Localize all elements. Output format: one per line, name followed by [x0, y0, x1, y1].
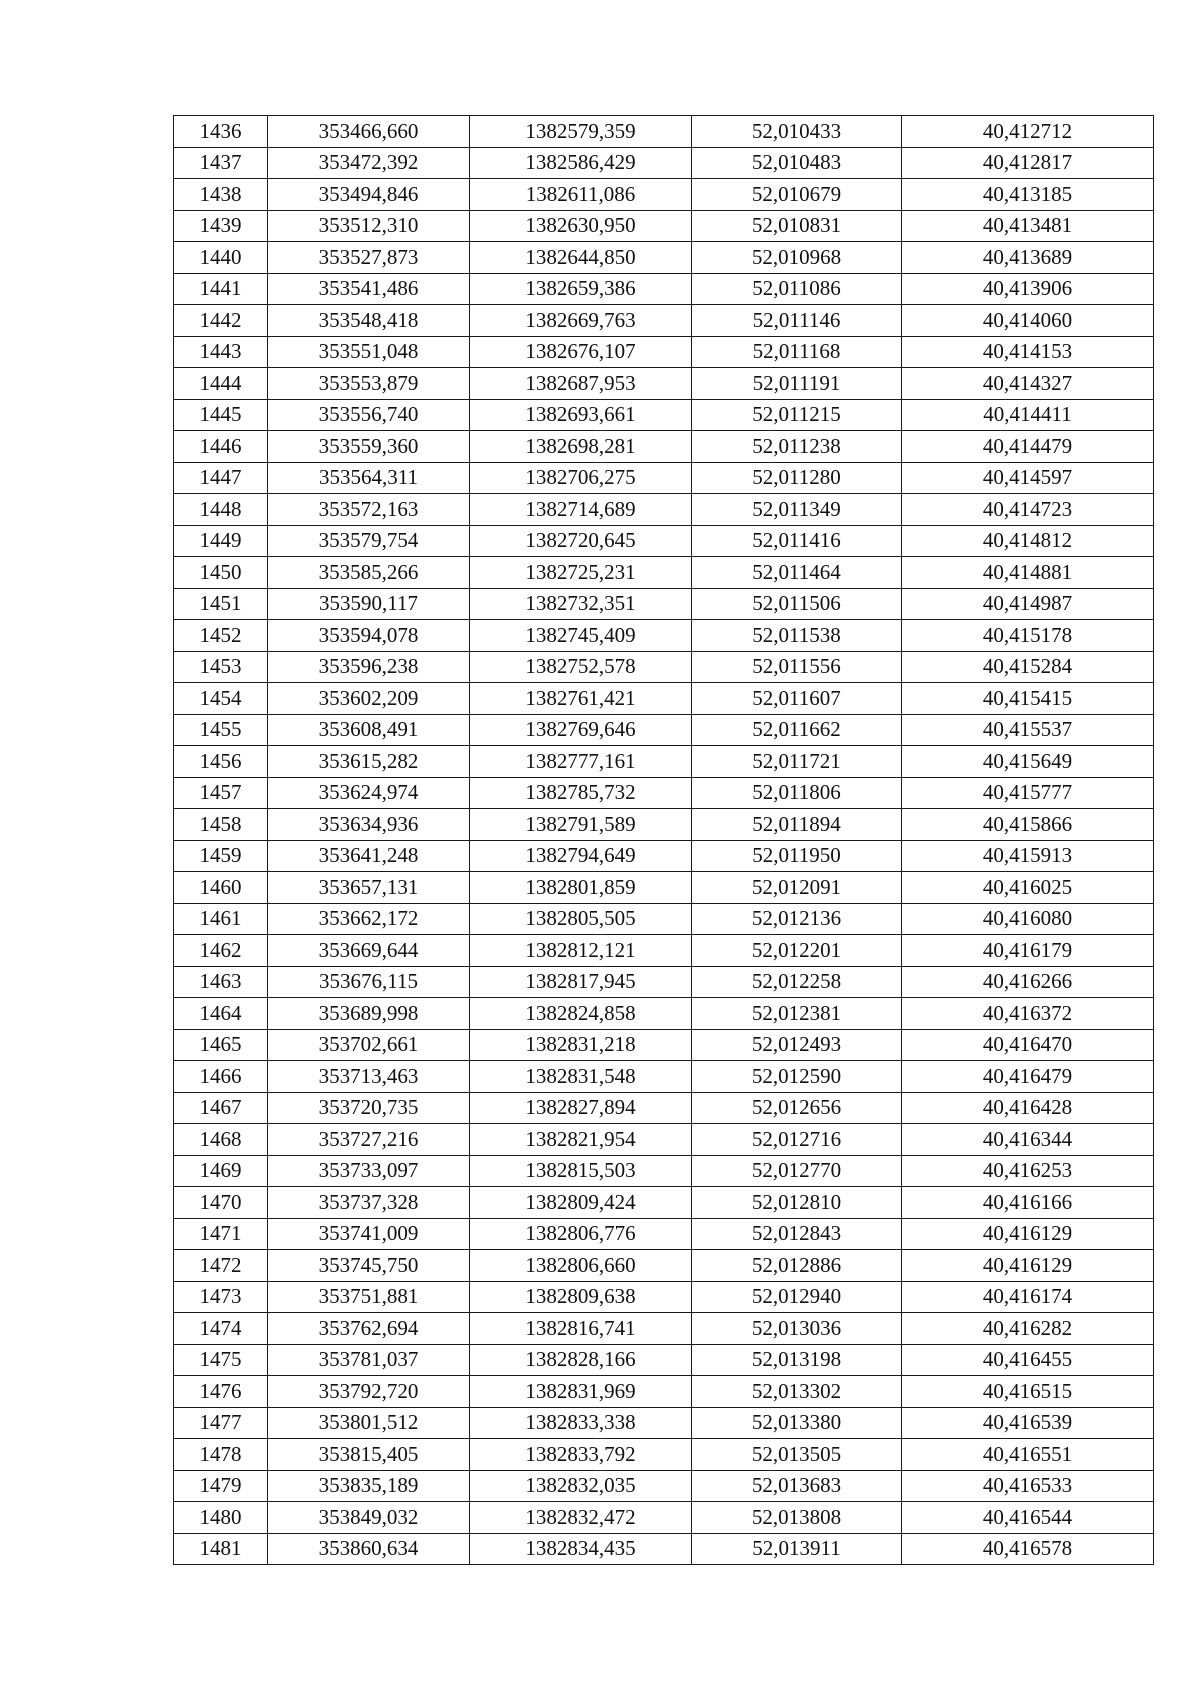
longitude-cell: 40,414060	[902, 305, 1154, 337]
x-coordinate-cell: 353849,032	[268, 1502, 470, 1534]
longitude-cell: 40,416282	[902, 1313, 1154, 1345]
longitude-cell: 40,416470	[902, 1029, 1154, 1061]
table-row	[174, 1344, 1154, 1376]
x-coordinate-cell: 353835,189	[268, 1470, 470, 1502]
table-row	[174, 305, 1154, 337]
x-coordinate-cell: 353662,172	[268, 903, 470, 935]
x-coordinate-cell: 353512,310	[268, 210, 470, 242]
y-coordinate-cell: 1382752,578	[470, 651, 692, 683]
latitude-cell: 52,011950	[692, 840, 902, 872]
latitude-cell: 52,011168	[692, 336, 902, 368]
table-row	[174, 1533, 1154, 1565]
table-row	[174, 651, 1154, 683]
longitude-cell: 40,413689	[902, 242, 1154, 274]
table-row	[174, 1470, 1154, 1502]
point-number-cell: 1442	[174, 305, 268, 337]
longitude-cell: 40,415777	[902, 777, 1154, 809]
point-number-cell: 1474	[174, 1313, 268, 1345]
x-coordinate-cell: 353602,209	[268, 683, 470, 715]
latitude-cell: 52,012940	[692, 1281, 902, 1313]
point-number-cell: 1439	[174, 210, 268, 242]
longitude-cell: 40,416578	[902, 1533, 1154, 1565]
latitude-cell: 52,011506	[692, 588, 902, 620]
y-coordinate-cell: 1382777,161	[470, 746, 692, 778]
point-number-cell: 1459	[174, 840, 268, 872]
longitude-cell: 40,414881	[902, 557, 1154, 589]
table-row	[174, 179, 1154, 211]
x-coordinate-cell: 353551,048	[268, 336, 470, 368]
latitude-cell: 52,012656	[692, 1092, 902, 1124]
point-number-cell: 1471	[174, 1218, 268, 1250]
latitude-cell: 52,012091	[692, 872, 902, 904]
table-row	[174, 777, 1154, 809]
latitude-cell: 52,010679	[692, 179, 902, 211]
x-coordinate-cell: 353792,720	[268, 1376, 470, 1408]
table-row	[174, 1439, 1154, 1471]
latitude-cell: 52,012258	[692, 966, 902, 998]
longitude-cell: 40,416080	[902, 903, 1154, 935]
x-coordinate-cell: 353466,660	[268, 116, 470, 148]
y-coordinate-cell: 1382824,858	[470, 998, 692, 1030]
point-number-cell: 1467	[174, 1092, 268, 1124]
longitude-cell: 40,416266	[902, 966, 1154, 998]
y-coordinate-cell: 1382693,661	[470, 399, 692, 431]
x-coordinate-cell: 353608,491	[268, 714, 470, 746]
y-coordinate-cell: 1382827,894	[470, 1092, 692, 1124]
table-row	[174, 903, 1154, 935]
table-row	[174, 368, 1154, 400]
longitude-cell: 40,414987	[902, 588, 1154, 620]
longitude-cell: 40,416129	[902, 1250, 1154, 1282]
table-row	[174, 840, 1154, 872]
x-coordinate-cell: 353689,998	[268, 998, 470, 1030]
table-row	[174, 966, 1154, 998]
longitude-cell: 40,415178	[902, 620, 1154, 652]
table-row	[174, 714, 1154, 746]
point-number-cell: 1477	[174, 1407, 268, 1439]
longitude-cell: 40,416372	[902, 998, 1154, 1030]
point-number-cell: 1466	[174, 1061, 268, 1093]
x-coordinate-cell: 353781,037	[268, 1344, 470, 1376]
y-coordinate-cell: 1382812,121	[470, 935, 692, 967]
x-coordinate-cell: 353720,735	[268, 1092, 470, 1124]
latitude-cell: 52,013505	[692, 1439, 902, 1471]
y-coordinate-cell: 1382725,231	[470, 557, 692, 589]
x-coordinate-cell: 353594,078	[268, 620, 470, 652]
longitude-cell: 40,415537	[902, 714, 1154, 746]
latitude-cell: 52,012590	[692, 1061, 902, 1093]
point-number-cell: 1455	[174, 714, 268, 746]
point-number-cell: 1451	[174, 588, 268, 620]
table-row	[174, 1376, 1154, 1408]
point-number-cell: 1464	[174, 998, 268, 1030]
table-row	[174, 1218, 1154, 1250]
point-number-cell: 1446	[174, 431, 268, 463]
y-coordinate-cell: 1382828,166	[470, 1344, 692, 1376]
longitude-cell: 40,416129	[902, 1218, 1154, 1250]
table-row	[174, 462, 1154, 494]
y-coordinate-cell: 1382714,689	[470, 494, 692, 526]
latitude-cell: 52,011721	[692, 746, 902, 778]
point-number-cell: 1465	[174, 1029, 268, 1061]
table-row	[174, 494, 1154, 526]
x-coordinate-cell: 353727,216	[268, 1124, 470, 1156]
latitude-cell: 52,011191	[692, 368, 902, 400]
point-number-cell: 1454	[174, 683, 268, 715]
latitude-cell: 52,013808	[692, 1502, 902, 1534]
latitude-cell: 52,013380	[692, 1407, 902, 1439]
longitude-cell: 40,416344	[902, 1124, 1154, 1156]
y-coordinate-cell: 1382630,950	[470, 210, 692, 242]
table-row	[174, 1155, 1154, 1187]
y-coordinate-cell: 1382732,351	[470, 588, 692, 620]
point-number-cell: 1462	[174, 935, 268, 967]
point-number-cell: 1441	[174, 273, 268, 305]
point-number-cell: 1461	[174, 903, 268, 935]
x-coordinate-cell: 353624,974	[268, 777, 470, 809]
latitude-cell: 52,011894	[692, 809, 902, 841]
y-coordinate-cell: 1382644,850	[470, 242, 692, 274]
latitude-cell: 52,011806	[692, 777, 902, 809]
latitude-cell: 52,010433	[692, 116, 902, 148]
table-row	[174, 273, 1154, 305]
y-coordinate-cell: 1382611,086	[470, 179, 692, 211]
table-row	[174, 588, 1154, 620]
point-number-cell: 1475	[174, 1344, 268, 1376]
point-number-cell: 1479	[174, 1470, 268, 1502]
point-number-cell: 1476	[174, 1376, 268, 1408]
y-coordinate-cell: 1382833,792	[470, 1439, 692, 1471]
x-coordinate-cell: 353527,873	[268, 242, 470, 274]
table-row	[174, 872, 1154, 904]
y-coordinate-cell: 1382698,281	[470, 431, 692, 463]
y-coordinate-cell: 1382720,645	[470, 525, 692, 557]
table-row	[174, 1092, 1154, 1124]
longitude-cell: 40,416455	[902, 1344, 1154, 1376]
y-coordinate-cell: 1382832,035	[470, 1470, 692, 1502]
x-coordinate-cell: 353634,936	[268, 809, 470, 841]
latitude-cell: 52,011607	[692, 683, 902, 715]
y-coordinate-cell: 1382745,409	[470, 620, 692, 652]
y-coordinate-cell: 1382586,429	[470, 147, 692, 179]
longitude-cell: 40,412817	[902, 147, 1154, 179]
latitude-cell: 52,011146	[692, 305, 902, 337]
latitude-cell: 52,013036	[692, 1313, 902, 1345]
longitude-cell: 40,416539	[902, 1407, 1154, 1439]
longitude-cell: 40,416544	[902, 1502, 1154, 1534]
x-coordinate-cell: 353641,248	[268, 840, 470, 872]
point-number-cell: 1452	[174, 620, 268, 652]
latitude-cell: 52,011416	[692, 525, 902, 557]
table-row	[174, 1124, 1154, 1156]
longitude-cell: 40,415649	[902, 746, 1154, 778]
latitude-cell: 52,012770	[692, 1155, 902, 1187]
latitude-cell: 52,012843	[692, 1218, 902, 1250]
table-row	[174, 1061, 1154, 1093]
longitude-cell: 40,413906	[902, 273, 1154, 305]
point-number-cell: 1436	[174, 116, 268, 148]
latitude-cell: 52,012201	[692, 935, 902, 967]
x-coordinate-cell: 353579,754	[268, 525, 470, 557]
y-coordinate-cell: 1382801,859	[470, 872, 692, 904]
x-coordinate-cell: 353762,694	[268, 1313, 470, 1345]
latitude-cell: 52,013911	[692, 1533, 902, 1565]
latitude-cell: 52,011556	[692, 651, 902, 683]
point-number-cell: 1463	[174, 966, 268, 998]
y-coordinate-cell: 1382669,763	[470, 305, 692, 337]
point-number-cell: 1460	[174, 872, 268, 904]
point-number-cell: 1443	[174, 336, 268, 368]
table-row	[174, 1250, 1154, 1282]
table-row	[174, 1281, 1154, 1313]
point-number-cell: 1469	[174, 1155, 268, 1187]
longitude-cell: 40,416515	[902, 1376, 1154, 1408]
point-number-cell: 1445	[174, 399, 268, 431]
y-coordinate-cell: 1382794,649	[470, 840, 692, 872]
y-coordinate-cell: 1382834,435	[470, 1533, 692, 1565]
latitude-cell: 52,010831	[692, 210, 902, 242]
y-coordinate-cell: 1382831,218	[470, 1029, 692, 1061]
table-row	[174, 147, 1154, 179]
x-coordinate-cell: 353553,879	[268, 368, 470, 400]
longitude-cell: 40,416533	[902, 1470, 1154, 1502]
point-number-cell: 1448	[174, 494, 268, 526]
x-coordinate-cell: 353657,131	[268, 872, 470, 904]
table-row	[174, 1502, 1154, 1534]
latitude-cell: 52,012381	[692, 998, 902, 1030]
longitude-cell: 40,415913	[902, 840, 1154, 872]
longitude-cell: 40,416479	[902, 1061, 1154, 1093]
point-number-cell: 1453	[174, 651, 268, 683]
longitude-cell: 40,414411	[902, 399, 1154, 431]
x-coordinate-cell: 353590,117	[268, 588, 470, 620]
x-coordinate-cell: 353745,750	[268, 1250, 470, 1282]
latitude-cell: 52,011086	[692, 273, 902, 305]
longitude-cell: 40,416551	[902, 1439, 1154, 1471]
y-coordinate-cell: 1382806,776	[470, 1218, 692, 1250]
point-number-cell: 1449	[174, 525, 268, 557]
latitude-cell: 52,013198	[692, 1344, 902, 1376]
x-coordinate-cell: 353815,405	[268, 1439, 470, 1471]
x-coordinate-cell: 353559,360	[268, 431, 470, 463]
x-coordinate-cell: 353801,512	[268, 1407, 470, 1439]
latitude-cell: 52,012136	[692, 903, 902, 935]
longitude-cell: 40,416179	[902, 935, 1154, 967]
latitude-cell: 52,012493	[692, 1029, 902, 1061]
point-number-cell: 1440	[174, 242, 268, 274]
table-row	[174, 1407, 1154, 1439]
table-row	[174, 116, 1154, 148]
y-coordinate-cell: 1382817,945	[470, 966, 692, 998]
x-coordinate-cell: 353733,097	[268, 1155, 470, 1187]
table-row	[174, 399, 1154, 431]
y-coordinate-cell: 1382687,953	[470, 368, 692, 400]
latitude-cell: 52,012886	[692, 1250, 902, 1282]
y-coordinate-cell: 1382805,505	[470, 903, 692, 935]
table-row	[174, 242, 1154, 274]
point-number-cell: 1472	[174, 1250, 268, 1282]
point-number-cell: 1456	[174, 746, 268, 778]
longitude-cell: 40,413185	[902, 179, 1154, 211]
table-row	[174, 1187, 1154, 1219]
y-coordinate-cell: 1382809,638	[470, 1281, 692, 1313]
point-number-cell: 1450	[174, 557, 268, 589]
latitude-cell: 52,011662	[692, 714, 902, 746]
coordinates-table	[173, 115, 1154, 1565]
point-number-cell: 1481	[174, 1533, 268, 1565]
y-coordinate-cell: 1382815,503	[470, 1155, 692, 1187]
x-coordinate-cell: 353541,486	[268, 273, 470, 305]
latitude-cell: 52,011349	[692, 494, 902, 526]
longitude-cell: 40,416025	[902, 872, 1154, 904]
latitude-cell: 52,012810	[692, 1187, 902, 1219]
table-row	[174, 1313, 1154, 1345]
point-number-cell: 1444	[174, 368, 268, 400]
table-row	[174, 809, 1154, 841]
latitude-cell: 52,013683	[692, 1470, 902, 1502]
point-number-cell: 1468	[174, 1124, 268, 1156]
latitude-cell: 52,013302	[692, 1376, 902, 1408]
y-coordinate-cell: 1382833,338	[470, 1407, 692, 1439]
x-coordinate-cell: 353860,634	[268, 1533, 470, 1565]
y-coordinate-cell: 1382831,969	[470, 1376, 692, 1408]
point-number-cell: 1437	[174, 147, 268, 179]
longitude-cell: 40,413481	[902, 210, 1154, 242]
x-coordinate-cell: 353596,238	[268, 651, 470, 683]
x-coordinate-cell: 353676,115	[268, 966, 470, 998]
latitude-cell: 52,011238	[692, 431, 902, 463]
y-coordinate-cell: 1382806,660	[470, 1250, 692, 1282]
point-number-cell: 1458	[174, 809, 268, 841]
table-row	[174, 935, 1154, 967]
longitude-cell: 40,414327	[902, 368, 1154, 400]
point-number-cell: 1447	[174, 462, 268, 494]
x-coordinate-cell: 353615,282	[268, 746, 470, 778]
y-coordinate-cell: 1382791,589	[470, 809, 692, 841]
latitude-cell: 52,011215	[692, 399, 902, 431]
y-coordinate-cell: 1382831,548	[470, 1061, 692, 1093]
longitude-cell: 40,414597	[902, 462, 1154, 494]
point-number-cell: 1480	[174, 1502, 268, 1534]
x-coordinate-cell: 353472,392	[268, 147, 470, 179]
x-coordinate-cell: 353548,418	[268, 305, 470, 337]
latitude-cell: 52,011280	[692, 462, 902, 494]
longitude-cell: 40,416174	[902, 1281, 1154, 1313]
table-row	[174, 998, 1154, 1030]
y-coordinate-cell: 1382785,732	[470, 777, 692, 809]
x-coordinate-cell: 353564,311	[268, 462, 470, 494]
y-coordinate-cell: 1382809,424	[470, 1187, 692, 1219]
longitude-cell: 40,414723	[902, 494, 1154, 526]
y-coordinate-cell: 1382821,954	[470, 1124, 692, 1156]
y-coordinate-cell: 1382659,386	[470, 273, 692, 305]
point-number-cell: 1473	[174, 1281, 268, 1313]
latitude-cell: 52,010483	[692, 147, 902, 179]
longitude-cell: 40,414812	[902, 525, 1154, 557]
x-coordinate-cell: 353494,846	[268, 179, 470, 211]
x-coordinate-cell: 353741,009	[268, 1218, 470, 1250]
table-row	[174, 336, 1154, 368]
x-coordinate-cell: 353702,661	[268, 1029, 470, 1061]
y-coordinate-cell: 1382761,421	[470, 683, 692, 715]
x-coordinate-cell: 353556,740	[268, 399, 470, 431]
table-row	[174, 746, 1154, 778]
longitude-cell: 40,416428	[902, 1092, 1154, 1124]
point-number-cell: 1438	[174, 179, 268, 211]
point-number-cell: 1457	[174, 777, 268, 809]
point-number-cell: 1470	[174, 1187, 268, 1219]
longitude-cell: 40,414153	[902, 336, 1154, 368]
point-number-cell: 1478	[174, 1439, 268, 1471]
longitude-cell: 40,415866	[902, 809, 1154, 841]
x-coordinate-cell: 353585,266	[268, 557, 470, 589]
x-coordinate-cell: 353713,463	[268, 1061, 470, 1093]
latitude-cell: 52,010968	[692, 242, 902, 274]
x-coordinate-cell: 353669,644	[268, 935, 470, 967]
latitude-cell: 52,012716	[692, 1124, 902, 1156]
x-coordinate-cell: 353751,881	[268, 1281, 470, 1313]
longitude-cell: 40,412712	[902, 116, 1154, 148]
coordinates-table-body	[174, 116, 1154, 1565]
table-row	[174, 557, 1154, 589]
longitude-cell: 40,414479	[902, 431, 1154, 463]
x-coordinate-cell: 353572,163	[268, 494, 470, 526]
table-row	[174, 620, 1154, 652]
table-row	[174, 525, 1154, 557]
table-row	[174, 210, 1154, 242]
x-coordinate-cell: 353737,328	[268, 1187, 470, 1219]
y-coordinate-cell: 1382816,741	[470, 1313, 692, 1345]
latitude-cell: 52,011464	[692, 557, 902, 589]
table-row	[174, 431, 1154, 463]
y-coordinate-cell: 1382579,359	[470, 116, 692, 148]
y-coordinate-cell: 1382832,472	[470, 1502, 692, 1534]
y-coordinate-cell: 1382769,646	[470, 714, 692, 746]
longitude-cell: 40,415415	[902, 683, 1154, 715]
y-coordinate-cell: 1382706,275	[470, 462, 692, 494]
table-row	[174, 683, 1154, 715]
table-row	[174, 1029, 1154, 1061]
longitude-cell: 40,416253	[902, 1155, 1154, 1187]
longitude-cell: 40,415284	[902, 651, 1154, 683]
longitude-cell: 40,416166	[902, 1187, 1154, 1219]
latitude-cell: 52,011538	[692, 620, 902, 652]
y-coordinate-cell: 1382676,107	[470, 336, 692, 368]
